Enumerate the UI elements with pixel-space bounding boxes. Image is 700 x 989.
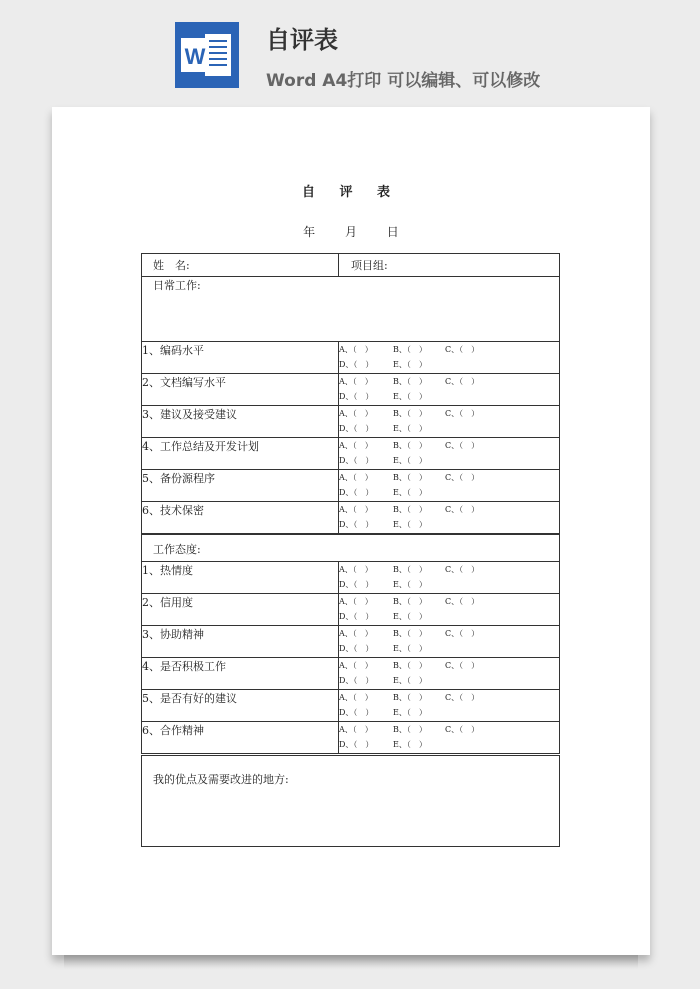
option-b[interactable]: B、（ ）	[393, 725, 427, 734]
option-b[interactable]: B、（ ）	[393, 661, 427, 670]
strengths-cell[interactable]	[141, 755, 560, 847]
rating-item-label: 2、信用度	[142, 596, 193, 609]
rating-item-label: 1、热情度	[142, 564, 193, 577]
option-e[interactable]: E、（ ）	[393, 424, 427, 433]
rating-item-label: 3、协助精神	[142, 628, 204, 641]
daily-work-cell[interactable]	[141, 276, 560, 342]
option-a[interactable]: A、（ ）	[339, 409, 373, 418]
option-a[interactable]: A、（ ）	[339, 725, 373, 734]
option-d[interactable]: D、（ ）	[339, 456, 374, 465]
document-page	[52, 107, 650, 955]
option-b[interactable]: B、（ ）	[393, 505, 427, 514]
evaluation-table	[141, 253, 560, 847]
rating-item-label: 6、技术保密	[142, 504, 204, 517]
option-b[interactable]: B、（ ）	[393, 377, 427, 386]
rating-item-label: 1、编码水平	[142, 344, 204, 357]
option-e[interactable]: E、（ ）	[393, 520, 427, 529]
option-b[interactable]: B、（ ）	[393, 409, 427, 418]
option-d[interactable]: D、（ ）	[339, 676, 374, 685]
option-e[interactable]: E、（ ）	[393, 580, 427, 589]
option-a[interactable]: A、（ ）	[339, 505, 373, 514]
rating-item-label: 2、文档编写水平	[142, 376, 226, 389]
option-e[interactable]: E、（ ）	[393, 488, 427, 497]
option-c[interactable]: C、（ ）	[445, 661, 480, 670]
option-c[interactable]: C、（ ）	[445, 505, 480, 514]
rating-item-label: 5、是否有好的建议	[142, 692, 237, 705]
option-e[interactable]: E、（ ）	[393, 740, 427, 749]
option-d[interactable]: D、（ ）	[339, 488, 374, 497]
option-b[interactable]: B、（ ）	[393, 629, 427, 638]
option-d[interactable]: D、（ ）	[339, 644, 374, 653]
option-d[interactable]: D、（ ）	[339, 580, 374, 589]
option-a[interactable]: A、（ ）	[339, 661, 373, 670]
option-c[interactable]: C、（ ）	[445, 629, 480, 638]
rating-item-label: 4、是否积极工作	[142, 660, 226, 673]
option-a[interactable]: A、（ ）	[339, 693, 373, 702]
option-a[interactable]: A、（ ）	[339, 377, 373, 386]
daily-work-label: 日常工作:	[153, 279, 201, 292]
option-c[interactable]: C、（ ）	[445, 725, 480, 734]
rating-item-label: 5、备份源程序	[142, 472, 215, 485]
word-icon-letter: W	[184, 44, 206, 69]
page-header	[0, 0, 700, 100]
option-e[interactable]: E、（ ）	[393, 612, 427, 621]
option-d[interactable]: D、（ ）	[339, 740, 374, 749]
work-attitude-label: 工作态度:	[153, 543, 201, 556]
option-d[interactable]: D、（ ）	[339, 424, 374, 433]
work-attitude-cell	[141, 534, 560, 562]
option-c[interactable]: C、（ ）	[445, 409, 480, 418]
option-c[interactable]: C、（ ）	[445, 345, 480, 354]
name-label: 姓 名:	[153, 259, 190, 272]
option-b[interactable]: B、（ ）	[393, 345, 427, 354]
page-title: 自评表	[266, 26, 338, 54]
option-a[interactable]: A、（ ）	[339, 473, 373, 482]
option-b[interactable]: B、（ ）	[393, 597, 427, 606]
word-icon	[175, 22, 239, 88]
option-b[interactable]: B、（ ）	[393, 693, 427, 702]
option-a[interactable]: A、（ ）	[339, 629, 373, 638]
option-c[interactable]: C、（ ）	[445, 441, 480, 450]
option-a[interactable]: A、（ ）	[339, 565, 373, 574]
option-d[interactable]: D、（ ）	[339, 392, 374, 401]
document-title: 自 评 表	[301, 185, 401, 200]
option-c[interactable]: C、（ ）	[445, 377, 480, 386]
option-e[interactable]: E、（ ）	[393, 676, 427, 685]
option-c[interactable]: C、（ ）	[445, 565, 480, 574]
option-b[interactable]: B、（ ）	[393, 473, 427, 482]
option-c[interactable]: C、（ ）	[445, 597, 480, 606]
option-e[interactable]: E、（ ）	[393, 456, 427, 465]
option-d[interactable]: D、（ ）	[339, 360, 374, 369]
option-e[interactable]: E、（ ）	[393, 360, 427, 369]
option-a[interactable]: A、（ ）	[339, 441, 373, 450]
option-d[interactable]: D、（ ）	[339, 612, 374, 621]
option-d[interactable]: D、（ ）	[339, 708, 374, 717]
paper-shadow	[64, 955, 638, 969]
option-e[interactable]: E、（ ）	[393, 644, 427, 653]
project-label: 项目组:	[351, 259, 388, 272]
option-a[interactable]: A、（ ）	[339, 345, 373, 354]
option-b[interactable]: B、（ ）	[393, 565, 427, 574]
option-a[interactable]: A、（ ）	[339, 597, 373, 606]
option-e[interactable]: E、（ ）	[393, 392, 427, 401]
date-line: 年 月 日	[303, 225, 399, 239]
option-d[interactable]: D、（ ）	[339, 520, 374, 529]
rating-item-label: 6、合作精神	[142, 724, 204, 737]
option-c[interactable]: C、（ ）	[445, 473, 480, 482]
rating-item-label: 3、建议及接受建议	[142, 408, 237, 421]
strengths-label: 我的优点及需要改进的地方:	[153, 773, 289, 786]
page-subtitle: Word A4打印 可以编辑、可以修改	[266, 71, 541, 91]
rating-item-label: 4、工作总结及开发计划	[142, 440, 259, 453]
option-e[interactable]: E、（ ）	[393, 708, 427, 717]
option-c[interactable]: C、（ ）	[445, 693, 480, 702]
option-b[interactable]: B、（ ）	[393, 441, 427, 450]
